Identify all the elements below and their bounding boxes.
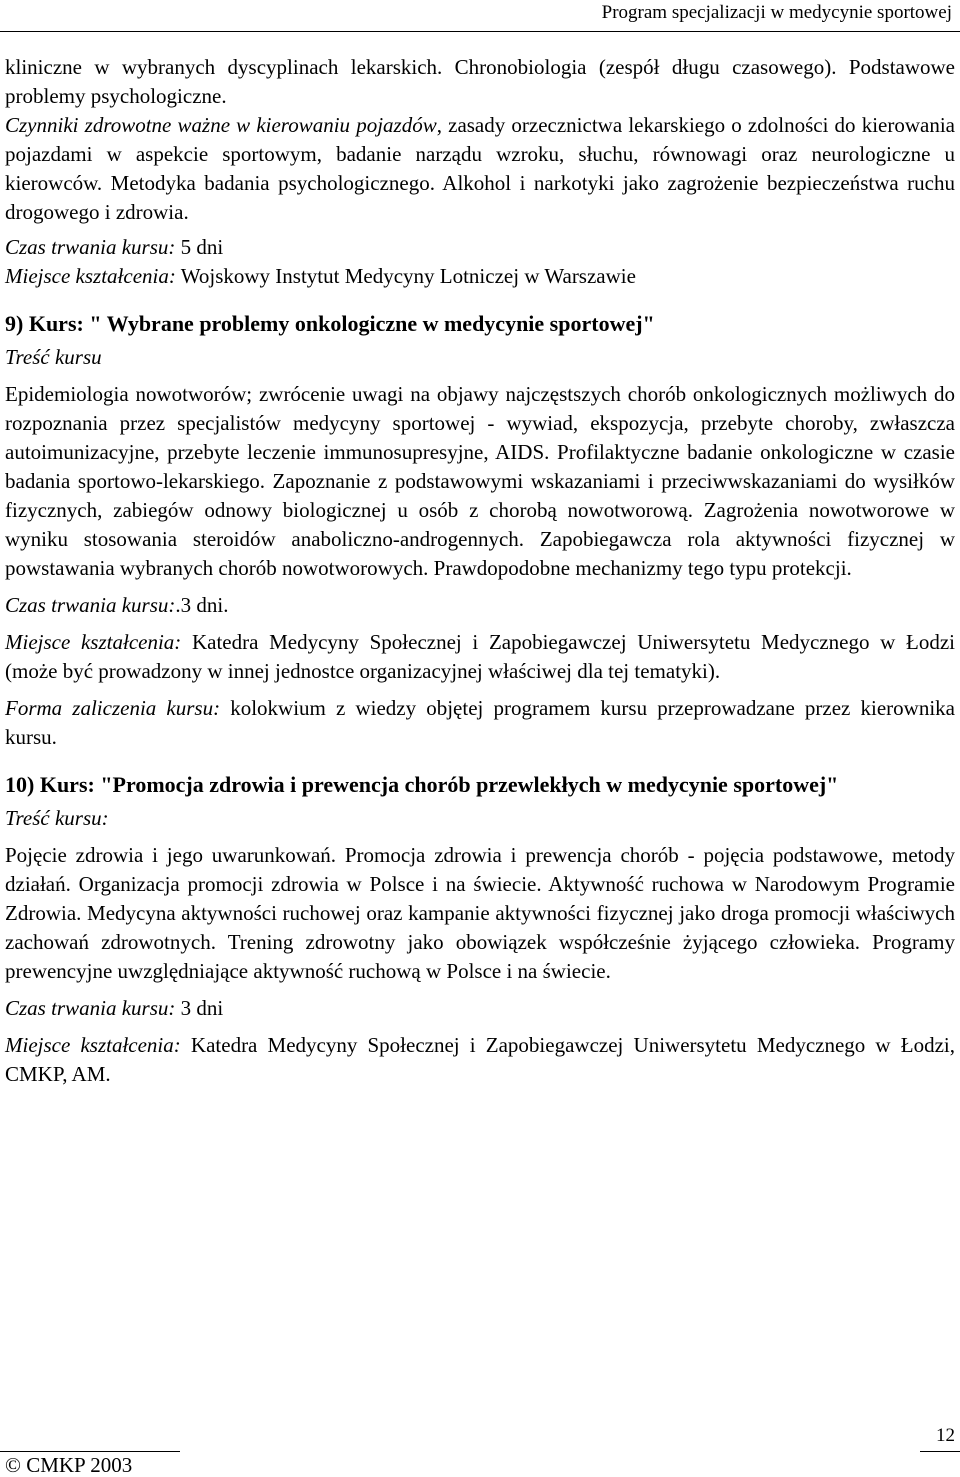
place-label: Miejsce kształcenia: [5, 1033, 181, 1057]
header-divider [0, 31, 960, 32]
place-value: Katedra Medycyny Społecznej i Zapobiegawczej Uniwersytetu Medycznego w Łodzi, CMKP, AM. [5, 1033, 955, 1086]
course-9-place-line [5, 628, 955, 686]
place-label: Miejsce kształcenia: [5, 264, 176, 288]
page-body [5, 53, 955, 1089]
place-label: Miejsce kształcenia: [5, 630, 182, 654]
form-label: Forma zaliczenia kursu: [5, 696, 221, 720]
paragraph-intro: kliniczne w wybranych dyscyplinach lekarskich. Chronobiologia (zespół długu czasowego). Podstawowe problemy psychologiczne. [5, 55, 955, 108]
footer-divider-right [920, 1451, 960, 1452]
duration-label: Czas trwania kursu: [5, 593, 176, 617]
footer-copyright: © CMKP 2003 [5, 1453, 133, 1477]
duration-label: Czas trwania kursu: [5, 235, 176, 259]
place-value: Katedra Medycyny Społecznej i Zapobiegawczej Uniwersytetu Medycznego w Łodzi (może być prowadzony w innej jednostce organizacyjnej właściwej dla tej tematyki). [5, 630, 955, 683]
course-10-duration-line [5, 994, 955, 1023]
course-10-content: Pojęcie zdrowia i jego uwarunkowań. Promocja zdrowia i prewencja chorób - pojęcia podstawowe, metody działań. Organizacja promocji zdrowia w Polsce i na świecie. Aktywność ruchowa w Narodowym Programie Zdrowia. Medycyna aktywności ruchowej oraz kampanie aktywności fizycznej jako droga promocji właściwych zachowań zdrowotnych. Trening zdrowotny jako obowiązek współcześnie żyjącego człowieka. Programy prewencyjne uwzględniające aktywność ruchową w Polsce i na świecie. [5, 843, 955, 983]
paragraph-driving-factors [5, 111, 955, 227]
duration-value: 5 dni [175, 235, 224, 259]
form-value: kolokwium z wiedzy objętej programem kursu przeprowadzane przez kierownika kursu. [5, 696, 955, 749]
place-line [5, 262, 955, 291]
duration-value: 3 dni [175, 996, 224, 1020]
course-9-heading: 9) Kurs: " Wybrane problemy onkologiczne w medycynie sportowej" [5, 311, 655, 336]
course-10-place-line [5, 1031, 955, 1089]
footer-divider-left [0, 1451, 180, 1452]
course-9-form-line [5, 694, 955, 752]
topic-italic: Czynniki zdrowotne ważne w kierowaniu pojazdów [5, 113, 437, 137]
course-10-content-label: Treść kursu: [5, 806, 109, 830]
running-header: Program specjalizacji w medycynie sportowej [601, 2, 952, 23]
page-number: 12 [936, 1425, 955, 1446]
course-9-content: Epidemiologia nowotworów; zwrócenie uwagi na objawy najczęstszych chorób onkologicznych możliwych do rozpoznania przez specjalistów medycyny sportowej - wywiad, ekspozycja, przebyte choroby, zwłaszcza autoimunizacyjne, przebyte leczenie immunosupresyjne, AIDS. Profilaktyczne badanie onkologiczne w czasie badania sportowo-lekarskiego. Zapoznanie z podstawowymi wskazaniami i przeciwwskazaniami do wysiłków fizycznych, zabiegów odnowy biologicznej u osób z chorobą nowotworową. Zagrożenia nowotworowe w wyniku stosowania steroidów anaboliczno-androgennych. Zapobiegawcza rola aktywności fizycznej w powstawania wybranych chorób nowotworowych. Prawdopodobne mechanizmy tego typu protekcji. [5, 382, 955, 580]
topic-text: , zasady orzecznictwa lekarskiego o zdolności do kierowania pojazdami w aspekcie sportowym, badanie narządu wzroku, słuchu, równowagi oraz neurologiczne u kierowców. Metodyka badania psychologicznego. Alkohol i narkotyki jako zagrożenie bezpieczeństwa ruchu drogowego i zdrowia. [5, 113, 955, 224]
duration-value: .3 dni. [175, 593, 229, 617]
course-9-content-label: Treść kursu [5, 345, 102, 369]
duration-line [5, 233, 955, 262]
course-10-heading: 10) Kurs: "Promocja zdrowia i prewencja chorób przewlekłych w medycynie sportowej" [5, 772, 839, 797]
course-9-duration-line [5, 591, 955, 620]
place-value: Wojskowy Instytut Medycyny Lotniczej w Warszawie [175, 264, 636, 288]
duration-label: Czas trwania kursu: [5, 996, 176, 1020]
